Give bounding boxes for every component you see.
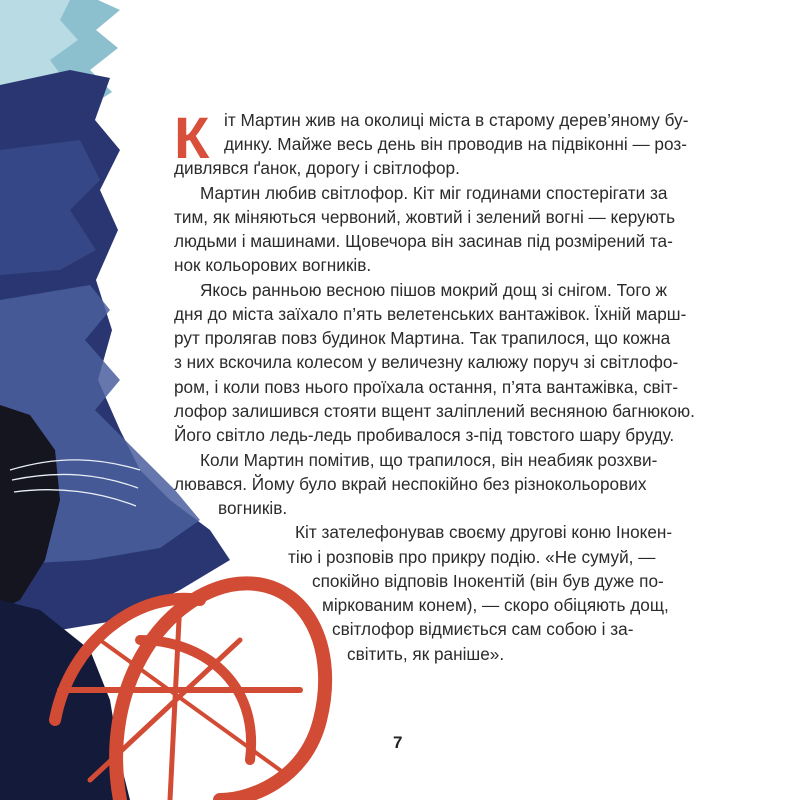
text-line: лювався. Йому було вкрай неспокійно без різнокольорових [174,474,647,494]
text-line: світлофор відмиється сам собою і за- [332,619,634,639]
text-line: нок кольорових вогників. [174,255,372,275]
page-number: 7 [393,733,403,752]
text-line: людьми і машинами. Щовечора він засинав під розмірений та- [174,231,673,251]
text-line: Мартин любив світлофор. Кіт міг годинами спостерігати за [200,183,668,203]
text-line: вогників. [218,498,288,518]
text-line: ром, і коли повз нього проїхала остання, п’ята вантажівка, світ- [174,377,679,397]
text-line: іт Мартин жив на околиці міста в старому дерев’яному бу- [224,110,689,130]
text-line: тію і розповів про прикру подію. «Не сумуй, — [288,547,656,567]
text-line: Коли Мартин помітив, що трапилося, він неабияк розхви- [200,450,658,470]
text-line: дня до міста заїхало п’ять велетенських вантажівок. Їхній марш- [174,304,687,324]
text-line: Його світло ледь-ледь пробивалося з-під товстого шару бруду. [174,425,675,445]
text-line: Якось ранньою весною пішов мокрий дощ зі снігом. Того ж [200,280,668,300]
text-line: дивлявся ґанок, дорогу і світлофор. [174,158,460,178]
text-line: динку. Майже весь день він проводив на підвіконні — роз- [224,134,687,154]
text-line: міркованим конем), — скоро обіцяють дощ, [322,595,669,615]
text-line: рут пролягав повз будинок Мартина. Так трапилося, що кожна [174,328,671,348]
text-line: світить, як раніше». [347,644,505,664]
drop-cap: К [174,106,210,171]
text-line: тим, як міняються червоний, жовтий і зелений вогні — керують [174,207,676,227]
text-line: спокійно відповів Інокентій (він був дуже по- [312,571,664,591]
text-line: лофор залишився стояти вщент заліплений весняною багнюкою. [174,401,695,421]
text-line: Кіт зателефонував своєму другові коню Інокен- [295,522,673,542]
text-line: з них вскочила колесом у величезну калюжу поруч зі світлофо- [174,352,679,372]
